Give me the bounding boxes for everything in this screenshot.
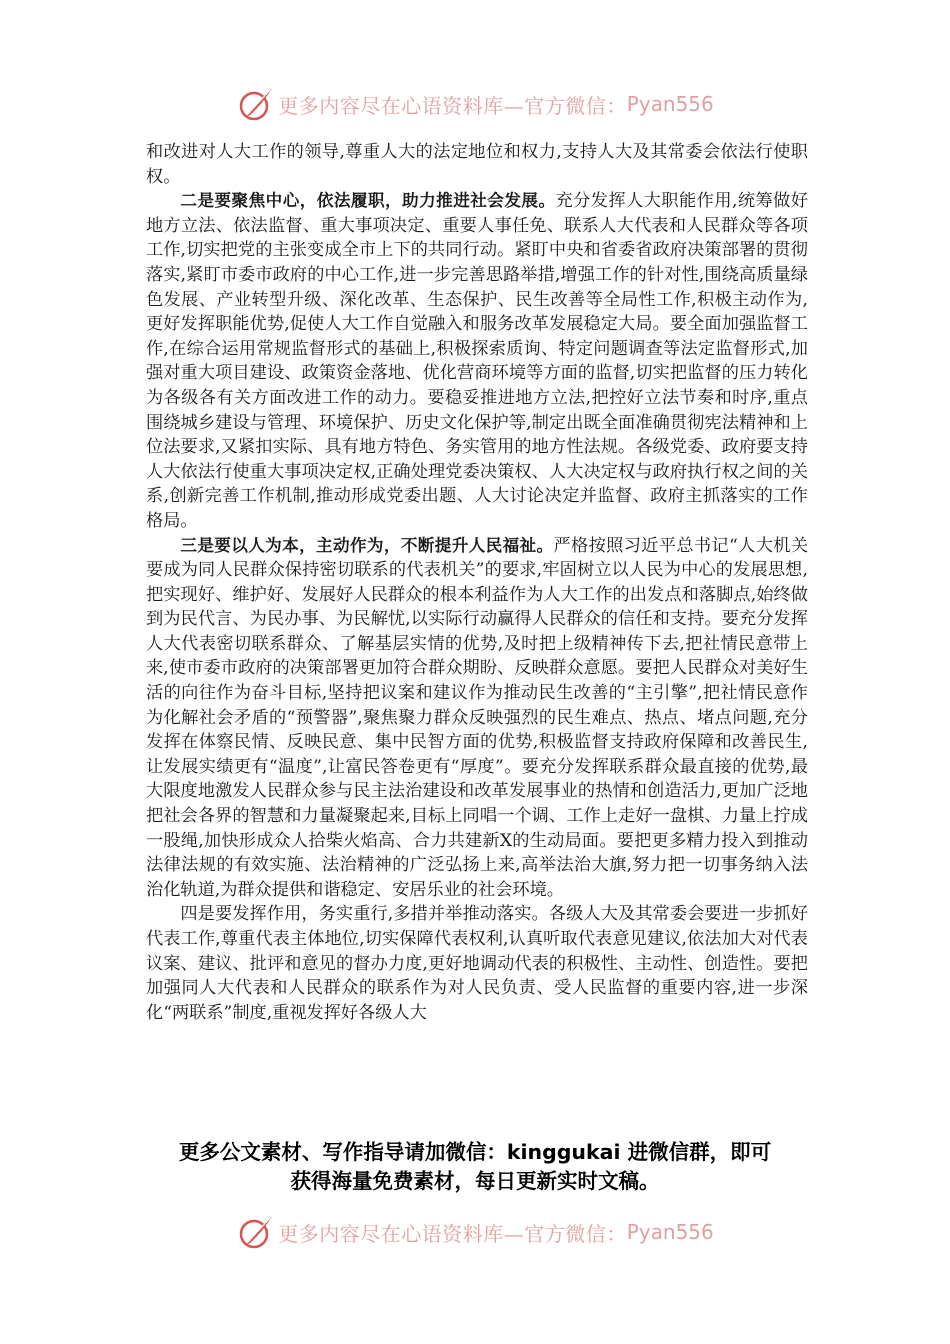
watermark-text: 更多内容尽在心语资料库—官方微信： <box>278 93 627 118</box>
watermark-text: 更多内容尽在心语资料库—官方微信： <box>278 1221 627 1246</box>
paragraph-3 <box>146 534 808 903</box>
paragraph-1 <box>146 140 808 189</box>
paragraph-2-text: 充分发挥人大职能作用,统筹做好地方立法、依法监督、重大事项决定、重要人事任免、联系人大代表和人民群众等各项工作,切实把党的主张变成全市上下的共同行动。紧盯中央和省委省政府决策部署的贯彻落实,紧盯市委市政府的中心工作,进一步完善思路举措,增强工作的针对性,围绕高质量绿色发展、产业转型升级、深化改革、生态保护、民生改善等全局性工作,积极主动作为,更好发挥职能优势,促使人大工作自觉融入和服务改革发展稳定大局。要全面加强监督工作,在综合运用常规监督形式的基础上,积极探索质询、特定问题调查等法定监督形式,加强对重大项目建设、政策资金落地、优化营商环境等方面的监督,切实把监督的压力转化为各级各有关方面改进工作的动力。要稳妥推进地方立法,把控好立法节奏和时序,重点围绕城乡建设与管理、环境保护、历史文化保护等,制定出既全面准确贯彻宪法精神和上位法要求,又紧扣实际、具有地方特色、务实管用的地方性法规。各级党委、政府要支持人大依法行使重大事项决定权,正确处理党委决策权、人大决定权与政府执行权之间的关系,创新完善工作机制,推动形成党委出题、人大讨论决定并监督、政府主抓落实的工作格局。 <box>146 191 809 531</box>
watermark-footer <box>0 1212 950 1252</box>
watermark-wechat-id: Pyan556 <box>626 92 714 116</box>
promo-line-1: 更多公文素材、写作指导请加微信：kinggukai 进微信群，即可 <box>178 1140 772 1164</box>
watermark-header <box>0 84 950 124</box>
feather-logo-icon <box>236 1212 276 1252</box>
paragraph-3-heading: 三是要以人为本，主动作为，不断提升人民福祉。 <box>180 535 554 555</box>
paragraph-2 <box>146 189 808 533</box>
paragraph-1-text: 和改进对人大工作的领导,尊重人大的法定地位和权力,支持人大及其常委会依法行使职权。 <box>146 142 808 187</box>
paragraph-4-text: 四是要发挥作用，务实重行,多措并举推动落实。各级人大及其常委会要进一步抓好代表工作,尊重代表主体地位,切实保障代表权利,认真听取代表意见建议,依法加大对代表议案、建议、批评和意见的督办力度,更好地调动代表的积极性、主动性、创造性。要把加强同人大代表和人民群众的联系作为对人民负责、受人民监督的重要内容,进一步深化“两联系”制度,重视发挥好各级人大 <box>146 904 808 1023</box>
promo-banner <box>120 1138 830 1196</box>
watermark-wechat-id: Pyan556 <box>626 1220 714 1244</box>
feather-logo-icon <box>236 84 276 124</box>
document-body <box>146 140 808 1025</box>
promo-line-2: 获得海量免费素材，每日更新实时文稿。 <box>290 1169 660 1193</box>
paragraph-3-text: 严格按照习近平总书记“人大机关要成为同人民群众保持密切联系的代表机关”的要求,牢固树立以人民为中心的发展思想,把实现好、维护好、发展好人民群众的根本利益作为人大工作的出发点和落脚点,始终做到为民代言、为民办事、为民解忧,以实际行动赢得人民群众的信任和支持。要充分发挥人大代表密切联系群众、了解基层实情的优势,及时把上级精神传下去,把社情民意带上来,使市委市政府的决策部署更加符合群众期盼、反映群众意愿。要把人民群众对美好生活的向往作为奋斗目标,坚持把议案和建议作为推动民生改善的“主引擎”,把社情民意作为化解社会矛盾的“预警器”,聚焦聚力群众反映强烈的民生难点、热点、堵点问题,充分发挥在体察民情、反映民意、集中民智方面的优势,积极监督支持政府保障和改善民生,让发展实绩更有“温度”,让富民答卷更有“厚度”。要充分发挥联系群众最直接的优势,最大限度地激发人民群众参与民主法治建设和改革发展事业的热情和创造活力,更加广泛地把社会各界的智慧和力量凝聚起来,目标上同唱一个调、工作上走好一盘棋、力量上拧成一股绳,加快形成众人拾柴火焰高、合力共建新X的生动局面。要把更多精力投入到推动法律法规的有效实施、法治精神的广泛弘扬上来,高举法治大旗,努力把一切事务纳入法治化轨道,为群众提供和谐稳定、安居乐业的社会环境。 <box>146 535 809 900</box>
paragraph-2-heading: 二是要聚焦中心，依法履职，助力推进社会发展。 <box>180 191 556 211</box>
paragraph-4 <box>146 902 808 1025</box>
